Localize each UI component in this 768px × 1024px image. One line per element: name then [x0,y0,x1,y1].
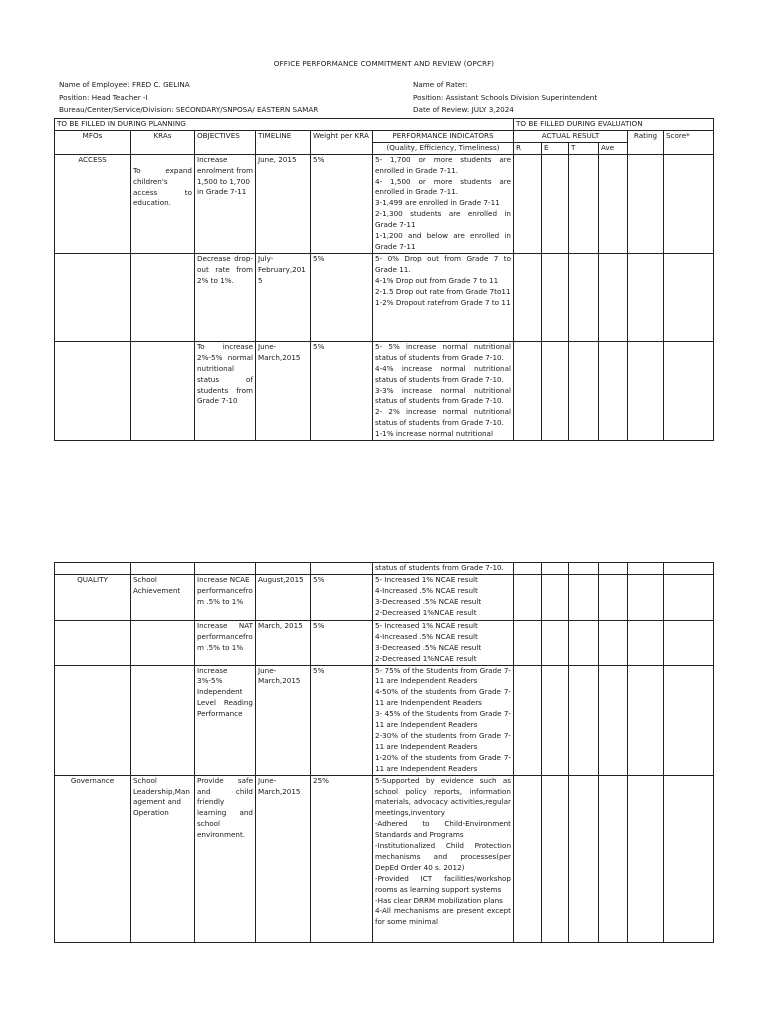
objective-cell: Decrease drop-out rate from 2% to 1%. [195,253,256,341]
objective-cell: Increase 3%-5% Independent Level Reading Performance [195,665,256,775]
weight-cell: 5% [311,154,373,253]
t-cell [569,620,599,665]
indicators-cell: 5- Increased 1% NCAE result 4-Increased .5% NCAE result 3-Decreased .5% NCAE result 2-Decreased 1%NCAE result [373,574,514,620]
e-cell [542,341,569,440]
ave-cell [599,253,628,341]
col-indicators-sub: (Quality, Efficiency, Timeliness) [373,142,514,154]
table-row [55,775,714,942]
col-actual-result: ACTUAL RESULT [514,130,628,142]
employee-bureau: Bureau/Center/Service/Division: SECONDARY/SNPOSA/ EASTERN SAMAR [59,105,319,114]
weight-cell: 25% [311,775,373,942]
timeline-cell [256,563,311,575]
objective-cell: To increase 2%-5% normal nutritional status of students from Grade 7-10 [195,341,256,440]
mfo-cell [55,665,131,775]
objective-cell: Increase NCAE performancefrom .5% to 1% [195,574,256,620]
mfo-cell: ACCESS [55,154,131,253]
kra-cell: To expand children's access to education. [131,154,195,253]
table-row [55,341,714,440]
evaluation-header: TO BE FILLED DURING EVALUATION [514,119,714,131]
employee-name: Name of Employee: FRED C. GELINA [59,80,190,89]
col-t: T [569,142,599,154]
rating-cell [628,154,664,253]
rating-cell [628,563,664,575]
col-weight: Weight per KRA [311,130,373,154]
col-objectives: OBJECTIVES [195,130,256,154]
table-row [55,154,714,253]
kra-cell [131,620,195,665]
indicators-cell: 5- 1,700 or more students are enrolled in Grade 7-11. 4- 1,500 or more students are enrolled in Grade 7-11. 3-1,499 are enrolled in Grade 7-11 2-1,300 students are enrolled in Grade 7-11 1-1,200 and below are enrolled in Grade 7-11 [373,154,514,253]
col-rating: Rating [628,130,664,154]
table-header-row [55,130,714,142]
e-cell [542,253,569,341]
timeline-cell: August,2015 [256,574,311,620]
e-cell [542,620,569,665]
col-mfos: MFOs [55,130,131,154]
table-row [55,253,714,341]
timeline-cell: June, 2015 [256,154,311,253]
employee-position: Position: Head Teacher -I [59,92,148,102]
score-cell [664,574,714,620]
objective-cell: Increase enrolment from 1,500 to 1,700 in Grade 7-11 [195,154,256,253]
r-cell [514,563,542,575]
objective-cell [195,563,256,575]
ave-cell [599,574,628,620]
rating-cell [628,574,664,620]
kra-cell [131,563,195,575]
col-e: E [542,142,569,154]
timeline-cell: June-March,2015 [256,775,311,942]
objective-cell: Provide safe and child friendly learning and school environment. [195,775,256,942]
weight-cell: 5% [311,620,373,665]
score-cell [664,154,714,253]
e-cell [542,775,569,942]
col-indicators: PERFORMANCE INDICATORS [373,130,514,142]
indicators-cell: 5- 0% Drop out from Grade 7 to Grade 11. 4-1% Drop out from Grade 7 to 11 2-1.5 Drop out rate from Grade 7to11 1-2% Dropout ratefrom Grade 7 to 11 [373,253,514,341]
indicators-cell: 5-Supported by evidence such as school policy reports, information materials, advocacy activities,regular meetings,inventory -Adhered to Child-Environment Standards and Programs -Institutionalized Child Protection mechanisms and processes(per DepEd Order 40 s. 2012) -Provided ICT facilities/workshop rooms as learning support systems -Has clear DRRM mobilization plans 4-All mechanisms are present except for some minimal [373,775,514,942]
col-ave: Ave [599,142,628,154]
t-cell [569,341,599,440]
kra-cell [131,665,195,775]
weight-cell [311,563,373,575]
table-row [55,574,714,620]
weight-cell: 5% [311,665,373,775]
table-banner-row [55,119,714,131]
weight-cell: 5% [311,574,373,620]
opcrf-table-page2 [54,562,714,943]
planning-header: TO BE FILLED IN DURING PLANNING [55,119,514,131]
review-date: Date of Review: JULY 3,2024 [413,105,514,114]
t-cell [569,563,599,575]
ave-cell [599,154,628,253]
t-cell [569,154,599,253]
timeline-cell: June-March,2015 [256,665,311,775]
r-cell [514,665,542,775]
rating-cell [628,775,664,942]
rater-name: Name of Rater: [413,80,468,89]
col-kras: KRAs [131,130,195,154]
mfo-cell: QUALITY [55,574,131,620]
col-timeline: TIMELINE [256,130,311,154]
mfo-cell [55,341,131,440]
r-cell [514,775,542,942]
objective-cell: Increase NAT performancefrom .5% to 1% [195,620,256,665]
ave-cell [599,341,628,440]
col-r: R [514,142,542,154]
score-cell [664,563,714,575]
rater-position: Position: Assistant Schools Division Superintendent [413,92,598,102]
weight-cell: 5% [311,341,373,440]
kra-cell [131,341,195,440]
r-cell [514,574,542,620]
timeline-cell: June-March,2015 [256,341,311,440]
kra-cell: School Leadership,Management and Operation [131,775,195,942]
table-row [55,665,714,775]
weight-cell: 5% [311,253,373,341]
col-score: Score* [664,130,714,154]
table-row-continued [55,563,714,575]
score-cell [664,665,714,775]
indicators-cell: 5- Increased 1% NCAE result 4-Increased .5% NCAE result 3-Decreased .5% NCAE result 2-Decreased 1%NCAE result [373,620,514,665]
mfo-cell [55,253,131,341]
indicators-cell: 5- 75% of the Students from Grade 7-11 are Independent Readers 4-50% of the students from Grade 7-11 are Indenpendent Readers 3- 45% of the Students from Grade 7-11 are Independent Readers 2-30% of the students from Grade 7-11 are Independent Readers 1-20% of the students from Grade 7-11 are Independent Readers [373,665,514,775]
rating-cell [628,620,664,665]
indicators-cell: status of students from Grade 7-10. [373,563,514,575]
r-cell [514,341,542,440]
opcrf-table-page1 [54,118,714,441]
rating-cell [628,253,664,341]
employee-info [59,79,318,117]
score-cell [664,620,714,665]
e-cell [542,665,569,775]
timeline-cell: March, 2015 [256,620,311,665]
rater-info [413,79,597,117]
document-title: OFFICE PERFORMANCE COMMITMENT AND REVIEW (OPCRF) [273,59,495,68]
t-cell [569,665,599,775]
t-cell [569,574,599,620]
r-cell [514,154,542,253]
timeline-cell: July-February,2015 [256,253,311,341]
t-cell [569,253,599,341]
e-cell [542,154,569,253]
indicators-cell: 5- 5% increase normal nutritional status of students from Grade 7-10. 4-4% increase normal nutritional status of students from Grade 7-10. 3-3% increase normal nutritional status of students from Grade 7-10. 2- 2% increase normal nutritional status of students from Grade 7-10. 1-1% increase normal nutritional [373,341,514,440]
mfo-cell [55,620,131,665]
ave-cell [599,563,628,575]
score-cell [664,341,714,440]
t-cell [569,775,599,942]
r-cell [514,620,542,665]
rating-cell [628,341,664,440]
mfo-cell [55,563,131,575]
mfo-cell: Governance [55,775,131,942]
score-cell [664,775,714,942]
r-cell [514,253,542,341]
kra-cell [131,253,195,341]
kra-cell: School Achievement [131,574,195,620]
e-cell [542,563,569,575]
e-cell [542,574,569,620]
score-cell [664,253,714,341]
ave-cell [599,620,628,665]
table-row [55,620,714,665]
ave-cell [599,665,628,775]
rating-cell [628,665,664,775]
ave-cell [599,775,628,942]
